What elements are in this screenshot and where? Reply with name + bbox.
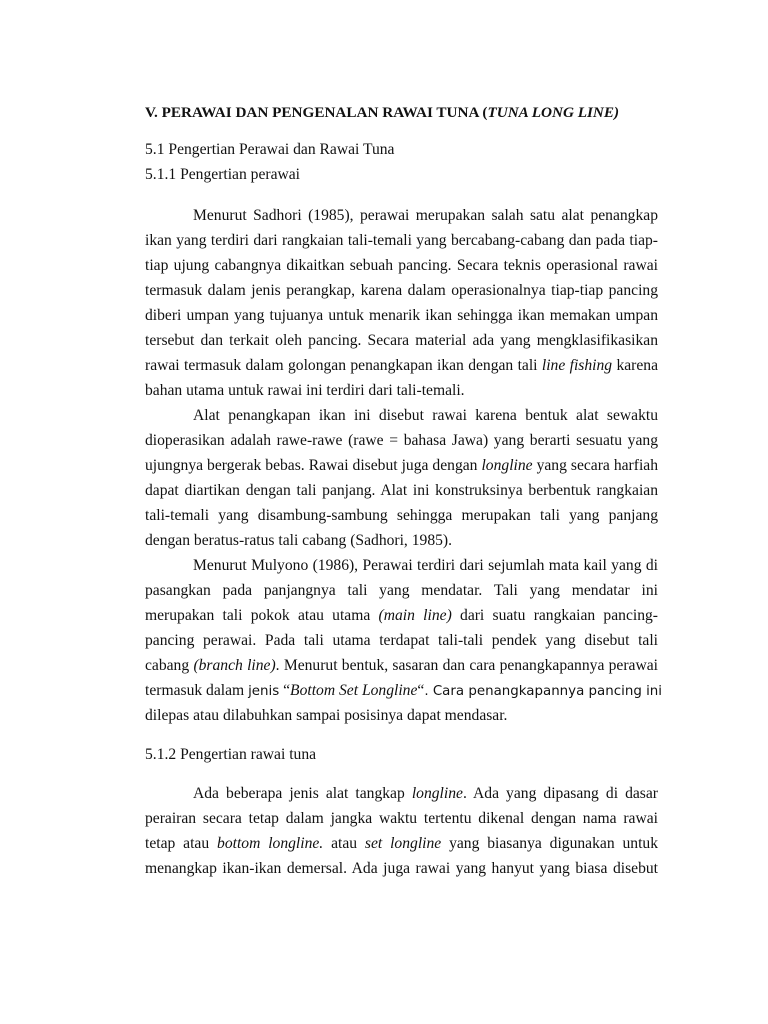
section-heading-5-1: 5.1 Pengertian Perawai dan Rawai Tuna: [145, 141, 395, 158]
chapter-title-italic: TUNA LONG LINE): [487, 104, 620, 121]
paragraph-3-line-7: dilepas atau dilabuhkan sampai posisinya dapat mendasar.: [145, 707, 508, 724]
term-set-longline: set longline: [364, 835, 442, 852]
term-line-fishing: line fishing: [541, 357, 613, 374]
term-longline: longline: [481, 457, 533, 474]
section-heading-5-1-2: 5.1.2 Pengertian rawai tuna: [145, 746, 317, 763]
paragraph-2-line-6: dengan beratus-ratus tali cabang (Sadhori, 1985).: [145, 532, 453, 549]
paragraph-4-line-3: tetap atau bottom longline. atau set longline yang biasanya digunakan untuk: [145, 835, 658, 852]
paragraph-1-line-8: bahan utama untuk rawai ini terdiri dari tali-temali.: [145, 382, 465, 399]
paragraph-2-line-1: Alat penangkapan ikan ini disebut rawai karena bentuk alat sewaktu: [193, 407, 658, 424]
chapter-title: V. PERAWAI DAN PENGENALAN RAWAI TUNA (TUNA LONG LINE): [145, 104, 620, 121]
paragraph-1-line-4: termasuk dalam jenis perangkap, karena dalam operasionalnya tiap-tiap pancing: [145, 282, 658, 299]
term-longline-2: longline: [411, 785, 463, 802]
term-bottom-set-longline: Bottom Set Longline: [290, 682, 418, 699]
paragraph-3-line-6: termasuk dalam jenis “Bottom Set Longline“. Cara penangkapannya pancing ini: [145, 682, 663, 699]
term-branch-line: (branch line): [193, 657, 276, 674]
paragraph-2-line-2: dioperasikan adalah rawe-rawe (rawe = bahasa Jawa) yang berarti sesuatu yang: [145, 432, 658, 449]
section-heading-5-1-1: 5.1.1 Pengertian perawai: [145, 166, 301, 183]
paragraph-1-line-5: diberi umpan yang tujuanya untuk menarik ikan sehingga ikan memakan umpan: [145, 307, 658, 324]
paragraph-1-line-3: tiap ujung cabangnya dikaitkan sebuah pancing. Secara teknis operasional rawai: [145, 257, 658, 274]
paragraph-3-line-5: cabang (branch line). Menurut bentuk, sasaran dan cara penangkapannya perawai: [145, 657, 658, 674]
term-main-line: (main line): [378, 607, 452, 624]
paragraph-1-line-6: tersebut dan terkait oleh pancing. Secara material ada yang mengklasifikasikan: [145, 332, 658, 349]
paragraph-4-line-2: perairan secara tetap dalam jangka waktu tertentu dikenal dengan nama rawai: [145, 810, 658, 827]
paragraph-3-line-3: merupakan tali pokok atau utama (main line) dari suatu rangkaian pancing-: [145, 607, 658, 624]
paragraph-2-line-3: ujungnya bergerak bebas. Rawai disebut juga dengan longline yang secara harfiah: [145, 457, 658, 474]
paragraph-1-line-7: rawai termasuk dalam golongan penangkapan ikan dengan tali line fishing karena: [145, 357, 658, 374]
paragraph-2-line-5: tali-temali yang disambung-sambung sehingga merupakan tali yang panjang: [145, 507, 658, 524]
paragraph-4-line-4: menangkap ikan-ikan demersal. Ada juga rawai yang hanyut yang biasa disebut: [145, 860, 658, 877]
paragraph-1-line-1: Menurut Sadhori (1985), perawai merupakan salah satu alat penangkap: [193, 207, 658, 224]
paragraph-1-line-2: ikan yang terdiri dari rangkaian tali-temali yang bercabang-cabang dan pada tiap-: [145, 232, 658, 249]
paragraph-3-line-2: pasangkan pada panjangnya tali yang mendatar. Tali yang mendatar ini: [145, 582, 658, 599]
term-bottom-longline: bottom longline.: [217, 835, 324, 852]
paragraph-3-line-1: Menurut Mulyono (1986), Perawai terdiri dari sejumlah mata kail yang di: [193, 557, 658, 574]
paragraph-4-line-1: Ada beberapa jenis alat tangkap longline. Ada yang dipasang di dasar: [193, 785, 658, 802]
paragraph-3-line-4: pancing perawai. Pada tali utama terdapat tali-tali pendek yang disebut tali: [145, 632, 658, 649]
paragraph-2-line-4: dapat diartikan dengan tali panjang. Alat ini konstruksinya berbentuk rangkaian: [145, 482, 658, 499]
